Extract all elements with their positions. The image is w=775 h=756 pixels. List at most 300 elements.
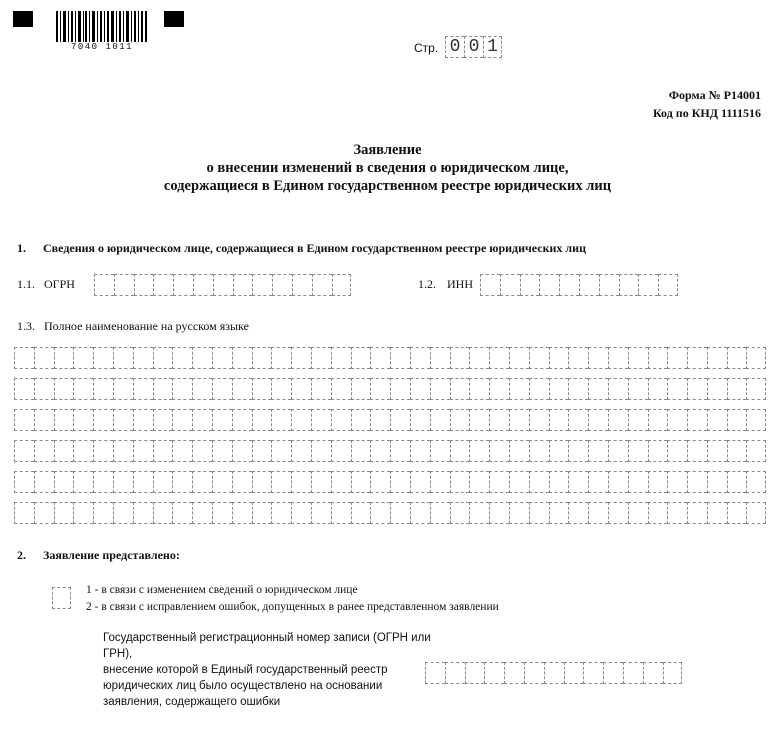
- full-name-cell[interactable]: [212, 440, 232, 462]
- ogrn-cell[interactable]: [292, 274, 312, 296]
- full-name-cell[interactable]: [311, 440, 331, 462]
- full-name-cell[interactable]: [568, 502, 588, 524]
- ogrn-input[interactable]: [94, 274, 351, 296]
- full-name-cell[interactable]: [568, 440, 588, 462]
- full-name-cell[interactable]: [153, 440, 173, 462]
- full-name-cell[interactable]: [648, 347, 668, 369]
- full-name-cell[interactable]: [390, 471, 410, 493]
- full-name-cell[interactable]: [192, 502, 212, 524]
- full-name-cell[interactable]: [291, 347, 311, 369]
- full-name-cell[interactable]: [331, 471, 351, 493]
- full-name-cell[interactable]: [450, 409, 470, 431]
- full-name-cell[interactable]: [153, 502, 173, 524]
- page-number-cells: [445, 36, 502, 58]
- title-line-1: Заявление: [353, 142, 422, 158]
- full-name-cell[interactable]: [469, 502, 489, 524]
- full-name-cell[interactable]: [667, 440, 687, 462]
- full-name-cell[interactable]: [34, 440, 54, 462]
- full-name-row[interactable]: [14, 378, 766, 400]
- full-name-cell[interactable]: [509, 440, 529, 462]
- reg-number-cell[interactable]: [445, 662, 465, 684]
- full-name-cell[interactable]: [390, 347, 410, 369]
- inn-number: 1.2.: [418, 277, 436, 291]
- full-name-cell[interactable]: [628, 347, 648, 369]
- reg-number-cell[interactable]: [524, 662, 544, 684]
- full-name-cell[interactable]: [252, 409, 272, 431]
- inn-cell[interactable]: [539, 274, 559, 296]
- inn-cell[interactable]: [619, 274, 639, 296]
- ogrn-cell[interactable]: [193, 274, 213, 296]
- full-name-cell[interactable]: [450, 502, 470, 524]
- full-name-cell[interactable]: [113, 409, 133, 431]
- ogrn-number: 1.1.: [17, 277, 35, 291]
- reg-number-cell[interactable]: [504, 662, 524, 684]
- full-name-cell[interactable]: [311, 378, 331, 400]
- full-name-cell[interactable]: [608, 471, 628, 493]
- full-name-row[interactable]: [14, 409, 766, 431]
- full-name-cell[interactable]: [588, 409, 608, 431]
- registration-number-label: [103, 630, 433, 710]
- full-name-cell[interactable]: [450, 440, 470, 462]
- full-name-cell[interactable]: [34, 409, 54, 431]
- full-name-cell[interactable]: [271, 502, 291, 524]
- full-name-cell[interactable]: [14, 378, 34, 400]
- full-name-cell[interactable]: [648, 502, 668, 524]
- full-name-cell[interactable]: [291, 409, 311, 431]
- full-name-cell[interactable]: [628, 502, 648, 524]
- full-name-cell[interactable]: [529, 409, 549, 431]
- ogrn-cell[interactable]: [233, 274, 253, 296]
- full-name-cell[interactable]: [450, 347, 470, 369]
- full-name-cell[interactable]: [271, 347, 291, 369]
- full-name-cell[interactable]: [667, 502, 687, 524]
- full-name-cell[interactable]: [252, 347, 272, 369]
- reason-cell[interactable]: [52, 587, 71, 609]
- full-name-cell[interactable]: [469, 378, 489, 400]
- page-digit-cell: 0: [445, 36, 464, 58]
- full-name-row[interactable]: [14, 502, 766, 524]
- full-name-cell[interactable]: [489, 440, 509, 462]
- full-name-cell[interactable]: [628, 378, 648, 400]
- full-name-cell[interactable]: [133, 347, 153, 369]
- reg-number-cell[interactable]: [643, 662, 663, 684]
- full-name-cell[interactable]: [667, 347, 687, 369]
- document-title: [0, 141, 775, 195]
- full-name-cell[interactable]: [54, 347, 74, 369]
- full-name-cell[interactable]: [707, 378, 727, 400]
- full-name-cell[interactable]: [727, 440, 747, 462]
- full-name-cell[interactable]: [73, 502, 93, 524]
- form-number: Форма № Р14001: [668, 88, 761, 102]
- full-name-cell[interactable]: [351, 347, 371, 369]
- page-digit-cell: 1: [483, 36, 502, 58]
- full-name-cell[interactable]: [588, 347, 608, 369]
- full-name-cell[interactable]: [469, 471, 489, 493]
- full-name-cell[interactable]: [232, 502, 252, 524]
- full-name-cell[interactable]: [588, 471, 608, 493]
- reg-number-cell[interactable]: [484, 662, 504, 684]
- full-name-cell[interactable]: [212, 409, 232, 431]
- reg-number-cell[interactable]: [583, 662, 603, 684]
- full-name-cell[interactable]: [212, 502, 232, 524]
- full-name-cell[interactable]: [469, 409, 489, 431]
- reg-number-cell[interactable]: [603, 662, 623, 684]
- full-name-cell[interactable]: [687, 347, 707, 369]
- full-name-cell[interactable]: [707, 440, 727, 462]
- full-name-cell[interactable]: [370, 440, 390, 462]
- full-name-cell[interactable]: [410, 409, 430, 431]
- full-name-cell[interactable]: [628, 471, 648, 493]
- reason-option-1: 1 - в связи с изменением сведений о юридическом лице: [86, 584, 358, 596]
- full-name-cell[interactable]: [252, 378, 272, 400]
- full-name-cell[interactable]: [291, 471, 311, 493]
- full-name-cell[interactable]: [54, 502, 74, 524]
- reg-number-cell[interactable]: [623, 662, 643, 684]
- ogrn-cell[interactable]: [114, 274, 134, 296]
- full-name-cell[interactable]: [667, 471, 687, 493]
- full-name-cell[interactable]: [54, 471, 74, 493]
- full-name-row[interactable]: [14, 471, 766, 493]
- full-name-cell[interactable]: [73, 409, 93, 431]
- full-name-cell[interactable]: [351, 378, 371, 400]
- full-name-cell[interactable]: [34, 471, 54, 493]
- full-name-cell[interactable]: [331, 502, 351, 524]
- full-name-cell[interactable]: [232, 440, 252, 462]
- full-name-cell[interactable]: [430, 471, 450, 493]
- full-name-number: 1.3.: [17, 319, 35, 333]
- corner-marker-left: [13, 11, 33, 27]
- inn-cell[interactable]: [480, 274, 500, 296]
- full-name-cell[interactable]: [271, 471, 291, 493]
- full-name-cell[interactable]: [608, 409, 628, 431]
- full-name-cell[interactable]: [93, 378, 113, 400]
- full-name-cell[interactable]: [14, 502, 34, 524]
- full-name-cell[interactable]: [93, 409, 113, 431]
- full-name-cell[interactable]: [648, 440, 668, 462]
- full-name-cell[interactable]: [153, 409, 173, 431]
- full-name-cell[interactable]: [252, 471, 272, 493]
- inn-cell[interactable]: [500, 274, 520, 296]
- full-name-cell[interactable]: [133, 471, 153, 493]
- full-name-cell[interactable]: [489, 378, 509, 400]
- full-name-cell[interactable]: [54, 440, 74, 462]
- full-name-cell[interactable]: [509, 471, 529, 493]
- full-name-cell[interactable]: [192, 378, 212, 400]
- full-name-cell[interactable]: [14, 347, 34, 369]
- full-name-cell[interactable]: [549, 378, 569, 400]
- full-name-cell[interactable]: [746, 471, 766, 493]
- full-name-cell[interactable]: [14, 440, 34, 462]
- inn-cell[interactable]: [599, 274, 619, 296]
- full-name-cell[interactable]: [410, 471, 430, 493]
- full-name-cell[interactable]: [54, 409, 74, 431]
- full-name-cell[interactable]: [568, 471, 588, 493]
- full-name-cell[interactable]: [172, 378, 192, 400]
- full-name-cell[interactable]: [351, 440, 371, 462]
- section-1-number: 1.: [17, 241, 26, 255]
- inn-cell[interactable]: [638, 274, 658, 296]
- full-name-cell[interactable]: [93, 440, 113, 462]
- full-name-cell[interactable]: [746, 502, 766, 524]
- full-name-cell[interactable]: [311, 502, 331, 524]
- ogrn-cell[interactable]: [173, 274, 193, 296]
- inn-cell[interactable]: [579, 274, 599, 296]
- full-name-cell[interactable]: [212, 347, 232, 369]
- full-name-cell[interactable]: [271, 440, 291, 462]
- full-name-cell[interactable]: [252, 502, 272, 524]
- full-name-cell[interactable]: [133, 378, 153, 400]
- full-name-cell[interactable]: [588, 502, 608, 524]
- reg-number-cell[interactable]: [663, 662, 683, 684]
- ogrn-cell[interactable]: [213, 274, 233, 296]
- full-name-cell[interactable]: [707, 502, 727, 524]
- inn-cell[interactable]: [559, 274, 579, 296]
- section-2-title: Заявление представлено:: [43, 548, 180, 562]
- reg-number-cell[interactable]: [425, 662, 445, 684]
- full-name-cell[interactable]: [331, 378, 351, 400]
- reg-number-cell[interactable]: [544, 662, 564, 684]
- full-name-cell[interactable]: [370, 347, 390, 369]
- full-name-cell[interactable]: [529, 502, 549, 524]
- full-name-cell[interactable]: [469, 440, 489, 462]
- full-name-cell[interactable]: [529, 347, 549, 369]
- full-name-cell[interactable]: [390, 409, 410, 431]
- full-name-cell[interactable]: [54, 378, 74, 400]
- reg-number-cell[interactable]: [465, 662, 485, 684]
- full-name-cell[interactable]: [113, 378, 133, 400]
- full-name-cell[interactable]: [153, 347, 173, 369]
- full-name-cell[interactable]: [410, 378, 430, 400]
- ogrn-cell[interactable]: [252, 274, 272, 296]
- section-1-title: Сведения о юридическом лице, содержащиеся в Едином государственном реестре юридических лиц: [43, 241, 586, 255]
- full-name-cell[interactable]: [291, 440, 311, 462]
- full-name-cell[interactable]: [707, 347, 727, 369]
- full-name-cell[interactable]: [133, 502, 153, 524]
- full-name-cell[interactable]: [390, 378, 410, 400]
- full-name-cell[interactable]: [172, 409, 192, 431]
- full-name-cell[interactable]: [608, 347, 628, 369]
- full-name-cell[interactable]: [93, 502, 113, 524]
- full-name-cell[interactable]: [34, 378, 54, 400]
- full-name-cell[interactable]: [113, 347, 133, 369]
- full-name-cell[interactable]: [291, 378, 311, 400]
- full-name-cell[interactable]: [331, 440, 351, 462]
- full-name-cell[interactable]: [489, 347, 509, 369]
- full-name-cell[interactable]: [73, 440, 93, 462]
- full-name-cell[interactable]: [608, 502, 628, 524]
- full-name-cell[interactable]: [667, 409, 687, 431]
- full-name-cell[interactable]: [232, 409, 252, 431]
- full-name-cell[interactable]: [509, 378, 529, 400]
- full-name-cell[interactable]: [568, 347, 588, 369]
- barcode-number: 7040 1011: [56, 42, 148, 52]
- full-name-cell[interactable]: [568, 409, 588, 431]
- full-name-cell[interactable]: [648, 378, 668, 400]
- full-name-cell[interactable]: [232, 471, 252, 493]
- inn-cell[interactable]: [520, 274, 540, 296]
- full-name-cell[interactable]: [687, 471, 707, 493]
- full-name-cell[interactable]: [430, 440, 450, 462]
- full-name-cell[interactable]: [430, 347, 450, 369]
- title-line-2: о внесении изменений в сведения о юридическом лице,: [206, 160, 569, 176]
- full-name-cell[interactable]: [390, 502, 410, 524]
- full-name-cell[interactable]: [648, 409, 668, 431]
- full-name-cell[interactable]: [509, 502, 529, 524]
- full-name-cell[interactable]: [370, 409, 390, 431]
- full-name-row[interactable]: [14, 440, 766, 462]
- full-name-cell[interactable]: [192, 409, 212, 431]
- full-name-cell[interactable]: [370, 502, 390, 524]
- ogrn-cell[interactable]: [134, 274, 154, 296]
- ogrn-cell[interactable]: [153, 274, 173, 296]
- full-name-cell[interactable]: [746, 378, 766, 400]
- full-name-label: Полное наименование на русском языке: [44, 319, 249, 333]
- full-name-cell[interactable]: [113, 502, 133, 524]
- full-name-cell[interactable]: [311, 409, 331, 431]
- full-name-cell[interactable]: [687, 409, 707, 431]
- full-name-cell[interactable]: [648, 471, 668, 493]
- ogrn-cell[interactable]: [312, 274, 332, 296]
- full-name-cell[interactable]: [529, 471, 549, 493]
- full-name-cell[interactable]: [93, 347, 113, 369]
- full-name-cell[interactable]: [628, 440, 648, 462]
- full-name-cell[interactable]: [410, 502, 430, 524]
- full-name-cell[interactable]: [469, 347, 489, 369]
- full-name-cell[interactable]: [430, 409, 450, 431]
- full-name-cell[interactable]: [73, 471, 93, 493]
- registration-number-input[interactable]: [425, 662, 682, 684]
- full-name-cell[interactable]: [351, 502, 371, 524]
- full-name-cell[interactable]: [746, 347, 766, 369]
- full-name-cell[interactable]: [549, 471, 569, 493]
- full-name-cell[interactable]: [271, 409, 291, 431]
- page-label: Стр.: [414, 41, 439, 55]
- full-name-cell[interactable]: [172, 440, 192, 462]
- full-name-cell[interactable]: [746, 440, 766, 462]
- full-name-cell[interactable]: [113, 440, 133, 462]
- full-name-cell[interactable]: [370, 378, 390, 400]
- full-name-cell[interactable]: [331, 347, 351, 369]
- full-name-cell[interactable]: [727, 502, 747, 524]
- full-name-cell[interactable]: [331, 409, 351, 431]
- page-digit-cell: 0: [464, 36, 483, 58]
- full-name-cell[interactable]: [667, 378, 687, 400]
- submission-reason-checkbox[interactable]: [52, 587, 71, 609]
- full-name-cell[interactable]: [34, 502, 54, 524]
- reg-number-cell[interactable]: [564, 662, 584, 684]
- full-name-cell[interactable]: [410, 347, 430, 369]
- full-name-cell[interactable]: [430, 502, 450, 524]
- full-name-cell[interactable]: [707, 409, 727, 431]
- ogrn-cell[interactable]: [272, 274, 292, 296]
- full-name-cell[interactable]: [271, 378, 291, 400]
- full-name-cell[interactable]: [588, 440, 608, 462]
- full-name-cell[interactable]: [430, 378, 450, 400]
- full-name-cell[interactable]: [212, 378, 232, 400]
- full-name-cell[interactable]: [192, 471, 212, 493]
- full-name-cell[interactable]: [14, 471, 34, 493]
- full-name-cell[interactable]: [172, 347, 192, 369]
- full-name-cell[interactable]: [687, 502, 707, 524]
- full-name-cell[interactable]: [529, 378, 549, 400]
- full-name-cell[interactable]: [192, 440, 212, 462]
- full-name-cell[interactable]: [608, 440, 628, 462]
- reg-line-4: заявления, содержащего ошибки: [103, 696, 281, 708]
- full-name-cell[interactable]: [390, 440, 410, 462]
- full-name-cell[interactable]: [746, 409, 766, 431]
- full-name-cell[interactable]: [489, 502, 509, 524]
- full-name-cell[interactable]: [370, 471, 390, 493]
- full-name-cell[interactable]: [450, 471, 470, 493]
- full-name-cell[interactable]: [291, 502, 311, 524]
- full-name-cell[interactable]: [172, 502, 192, 524]
- full-name-cell[interactable]: [509, 409, 529, 431]
- full-name-cell[interactable]: [113, 471, 133, 493]
- full-name-cell[interactable]: [232, 347, 252, 369]
- full-name-cell[interactable]: [489, 471, 509, 493]
- full-name-cell[interactable]: [311, 347, 331, 369]
- full-name-cell[interactable]: [568, 378, 588, 400]
- full-name-cell[interactable]: [727, 471, 747, 493]
- inn-label: ИНН: [447, 277, 473, 291]
- full-name-cell[interactable]: [549, 347, 569, 369]
- full-name-cell[interactable]: [509, 347, 529, 369]
- full-name-cell[interactable]: [14, 409, 34, 431]
- ogrn-label: ОГРН: [44, 277, 75, 291]
- full-name-row[interactable]: [14, 347, 766, 369]
- full-name-cell[interactable]: [133, 409, 153, 431]
- inn-input[interactable]: [480, 274, 678, 296]
- full-name-cell[interactable]: [707, 471, 727, 493]
- ogrn-cell[interactable]: [332, 274, 352, 296]
- full-name-cell[interactable]: [153, 471, 173, 493]
- full-name-cell[interactable]: [727, 347, 747, 369]
- ogrn-cell[interactable]: [94, 274, 114, 296]
- full-name-cell[interactable]: [549, 502, 569, 524]
- full-name-cell[interactable]: [172, 471, 192, 493]
- full-name-cell[interactable]: [93, 471, 113, 493]
- full-name-cell[interactable]: [549, 409, 569, 431]
- full-name-cell[interactable]: [529, 440, 549, 462]
- full-name-cell[interactable]: [549, 440, 569, 462]
- full-name-cell[interactable]: [410, 440, 430, 462]
- full-name-cell[interactable]: [232, 378, 252, 400]
- full-name-cell[interactable]: [687, 440, 707, 462]
- inn-cell[interactable]: [658, 274, 678, 296]
- full-name-cell[interactable]: [192, 347, 212, 369]
- full-name-cell[interactable]: [608, 378, 628, 400]
- full-name-cell[interactable]: [212, 471, 232, 493]
- full-name-cell[interactable]: [489, 409, 509, 431]
- full-name-cell[interactable]: [727, 409, 747, 431]
- full-name-cell[interactable]: [73, 378, 93, 400]
- full-name-cell[interactable]: [311, 471, 331, 493]
- full-name-cell[interactable]: [628, 409, 648, 431]
- full-name-cell[interactable]: [687, 378, 707, 400]
- full-name-cell[interactable]: [450, 378, 470, 400]
- full-name-cell[interactable]: [252, 440, 272, 462]
- reg-line-1: Государственный регистрационный номер записи (ОГРН или ГРН),: [103, 632, 431, 660]
- section-2-number: 2.: [17, 548, 26, 562]
- full-name-cell[interactable]: [34, 347, 54, 369]
- full-name-cell[interactable]: [588, 378, 608, 400]
- full-name-cell[interactable]: [73, 347, 93, 369]
- full-name-cell[interactable]: [153, 378, 173, 400]
- full-name-cell[interactable]: [351, 471, 371, 493]
- full-name-cell[interactable]: [133, 440, 153, 462]
- full-name-cell[interactable]: [727, 378, 747, 400]
- full-name-cell[interactable]: [351, 409, 371, 431]
